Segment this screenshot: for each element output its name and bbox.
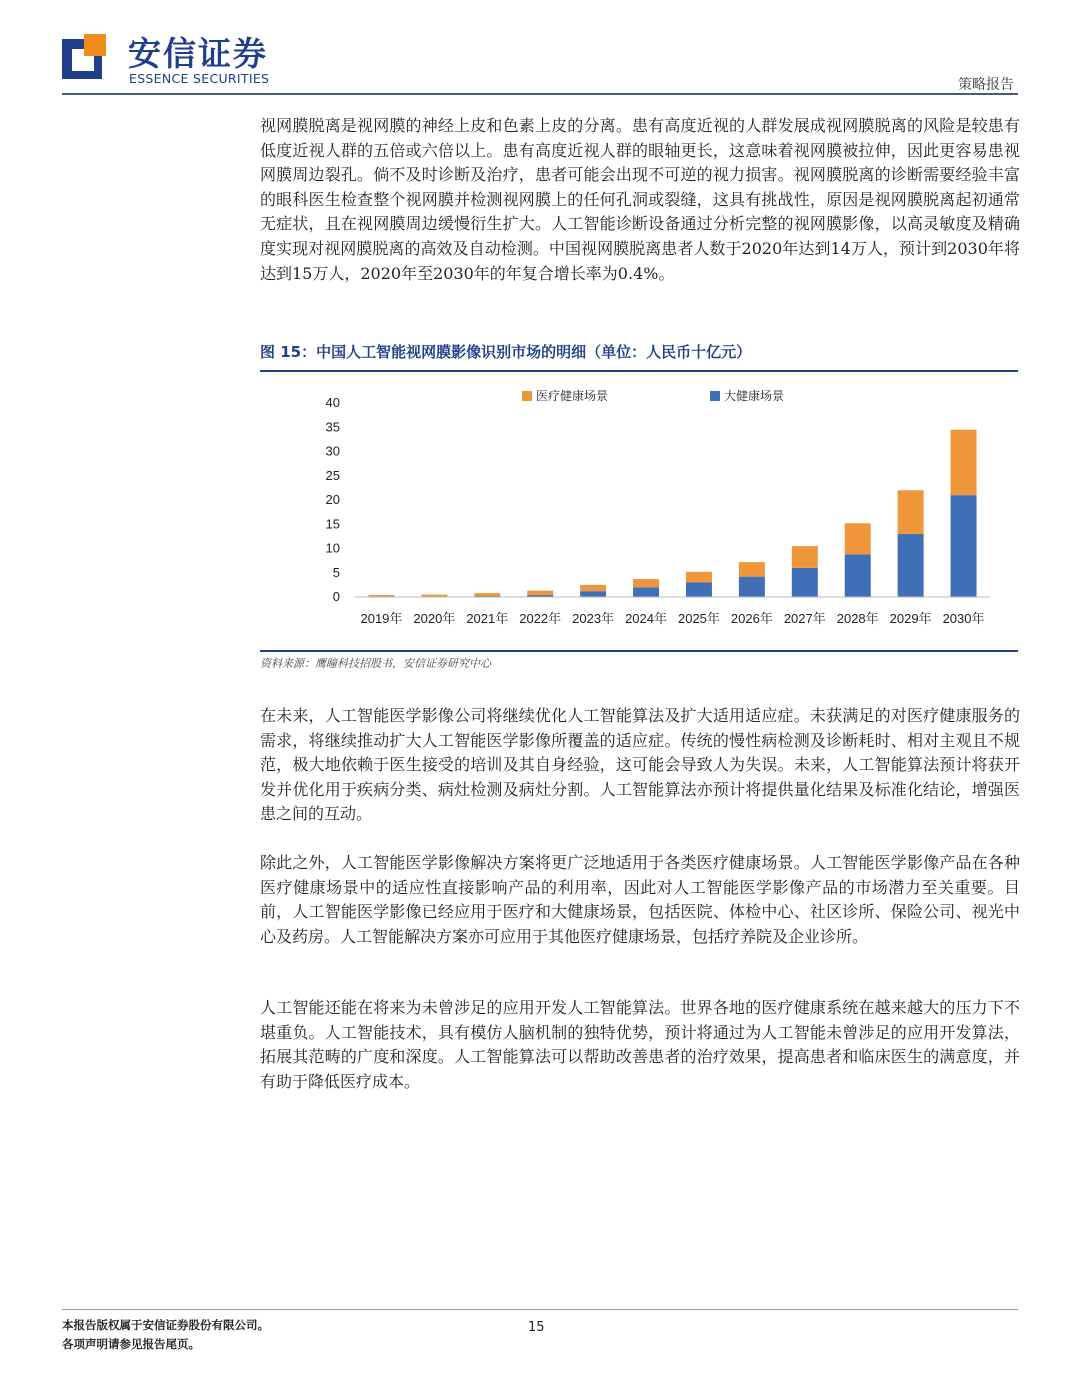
x-tick-label: 2027年 xyxy=(783,611,826,626)
bar-segment-health xyxy=(580,591,606,597)
y-tick-label: 20 xyxy=(325,492,340,507)
x-tick-label: 2025年 xyxy=(677,611,720,626)
bar-segment-medical xyxy=(845,523,871,554)
report-type: 策略报告 xyxy=(958,77,1014,93)
x-tick-label: 2019年 xyxy=(360,611,403,626)
y-tick-label: 5 xyxy=(332,564,340,580)
y-tick-label: 15 xyxy=(325,516,340,532)
y-tick-label: 10 xyxy=(325,540,340,556)
x-tick-label: 2022年 xyxy=(519,611,562,626)
bar-segment-health xyxy=(686,582,712,597)
bar-segment-medical xyxy=(898,490,924,534)
figure-top-rule xyxy=(260,370,1018,372)
bar-segment-health xyxy=(792,568,818,597)
bar-segment-medical xyxy=(580,585,606,591)
bar-segment-medical xyxy=(474,593,500,596)
bar-segment-medical xyxy=(739,562,765,577)
bar-segment-health xyxy=(951,495,977,597)
x-tick-label: 2024年 xyxy=(625,611,668,626)
essence-logo-icon xyxy=(62,34,112,84)
y-tick-label: 25 xyxy=(325,467,340,483)
bar-segment-medical xyxy=(686,572,712,583)
copyright-notice: 本报告版权属于安信证券股份有限公司。 xyxy=(62,1318,269,1332)
y-tick-label: 30 xyxy=(325,443,340,459)
x-tick-label: 2026年 xyxy=(730,611,773,626)
x-tick-label: 2029年 xyxy=(889,611,932,626)
x-tick-label: 2028年 xyxy=(836,611,879,626)
bar-segment-medical xyxy=(368,595,394,596)
bar-segment-health xyxy=(845,554,871,597)
page-number: 15 xyxy=(528,1320,545,1335)
legend-label: 医疗健康场景 xyxy=(536,389,609,403)
figure-source: 资料来源：鹰瞳科技招股书，安信证券研究中心 xyxy=(260,657,491,670)
x-tick-label: 2021年 xyxy=(466,611,509,626)
bar-segment-medical xyxy=(951,430,977,495)
y-tick-label: 35 xyxy=(325,419,340,435)
bar-segment-health xyxy=(898,534,924,597)
header-divider xyxy=(62,93,1018,95)
legend-label: 大健康场景 xyxy=(724,389,785,403)
bar-segment-medical xyxy=(792,546,818,568)
legend-swatch xyxy=(522,391,532,401)
body-paragraph-2: 在未来，人工智能医学影像公司将继续优化人工智能算法及扩大适用适应症。未获满足的对医疗健康服务的需求，将继续推动扩大人工智能医学影像所覆盖的适应症。传统的慢性病检测及诊断耗时、相对主观且不规范，极大地依赖于医生接受的培训及其自身经验，这可能会导致人为失误。未来，人工智能算法预计将获开发并优化用于疾病分类、病灶检测及病灶分割。人工智能算法亦预计将提供量化结果及标准化结论，增强医患之间的互动。 xyxy=(260,706,1020,824)
body-paragraph-4: 人工智能还能在将来为未曾涉足的应用开发人工智能算法。世界各地的医疗健康系统在越来越大的压力下不堪重负。人工智能技术，具有模仿人脑机制的独特优势，预计将通过为人工智能未曾涉足的应用开发算法，拓展其范畴的广度和深度。人工智能算法可以帮助改善患者的治疗效果，提高患者和临床医生的满意度，并有助于降低医疗成本。 xyxy=(260,998,1020,1091)
footer-divider xyxy=(62,1309,1018,1310)
bar-chart xyxy=(300,380,1000,640)
disclaimer-notice: 各项声明请参见报告尾页。 xyxy=(62,1337,200,1351)
body-paragraph-1: 视网膜脱离是视网膜的神经上皮和色素上皮的分离。患有高度近视的人群发展成视网膜脱离的风险是较患有低度近视人群的五倍或六倍以上。患有高度近视人群的眼轴更长，这意味着视网膜被拉伸，因此更容易患视网膜周边裂孔。倘不及时诊断及治疗，患者可能会出现不可逆的视力损害。视网膜脱离的诊断需要经验丰富的眼科医生检查整个视网膜并检测视网膜上的任何孔洞或裂缝，这具有挑战性，原因是视网膜脱离起初通常无症状，且在视网膜周边缓慢衍生扩大。人工智能诊断设备通过分析完整的视网膜影像，以高灵敏度及精确度实现对视网膜脱离的高效及自动检测。中国视网膜脱离患者人数于2020年达到14万人，预计到2030年将达到15万人，2020年至2030年的年复合增长率为0.4%。 xyxy=(260,116,1020,283)
x-tick-label: 2030年 xyxy=(942,611,985,626)
bar-segment-health xyxy=(739,577,765,597)
brand-name-english: ESSENCE SECURITIES xyxy=(129,71,270,86)
y-tick-label: 0 xyxy=(332,589,340,604)
bar-segment-health xyxy=(633,587,659,597)
figure-bottom-rule xyxy=(260,650,1018,652)
legend-swatch xyxy=(710,391,720,401)
brand-name: 安信证券 xyxy=(128,34,268,73)
x-tick-label: 2020年 xyxy=(413,611,456,626)
bar-segment-medical xyxy=(633,579,659,587)
body-paragraph-3: 除此之外，人工智能医学影像解决方案将更广泛地适用于各类医疗健康场景。人工智能医学影像产品在各种医疗健康场景中的适应性直接影响产品的利用率，因此对人工智能医学影像产品的市场潜力至关重要。目前，人工智能医学影像已经应用于医疗和大健康场景，包括医院、体检中心、社区诊所、保险公司、视光中心及药房。人工智能解决方案亦可应用于其他医疗健康场景，包括疗养院及企业诊所。 xyxy=(260,853,1020,946)
bar-segment-medical xyxy=(421,595,447,597)
x-tick-label: 2023年 xyxy=(572,611,615,626)
bar-segment-medical xyxy=(527,591,553,595)
figure-title: 图 15：中国人工智能视网膜影像识别市场的明细（单位：人民币十亿元） xyxy=(260,343,752,361)
y-tick-label: 40 xyxy=(325,395,340,410)
